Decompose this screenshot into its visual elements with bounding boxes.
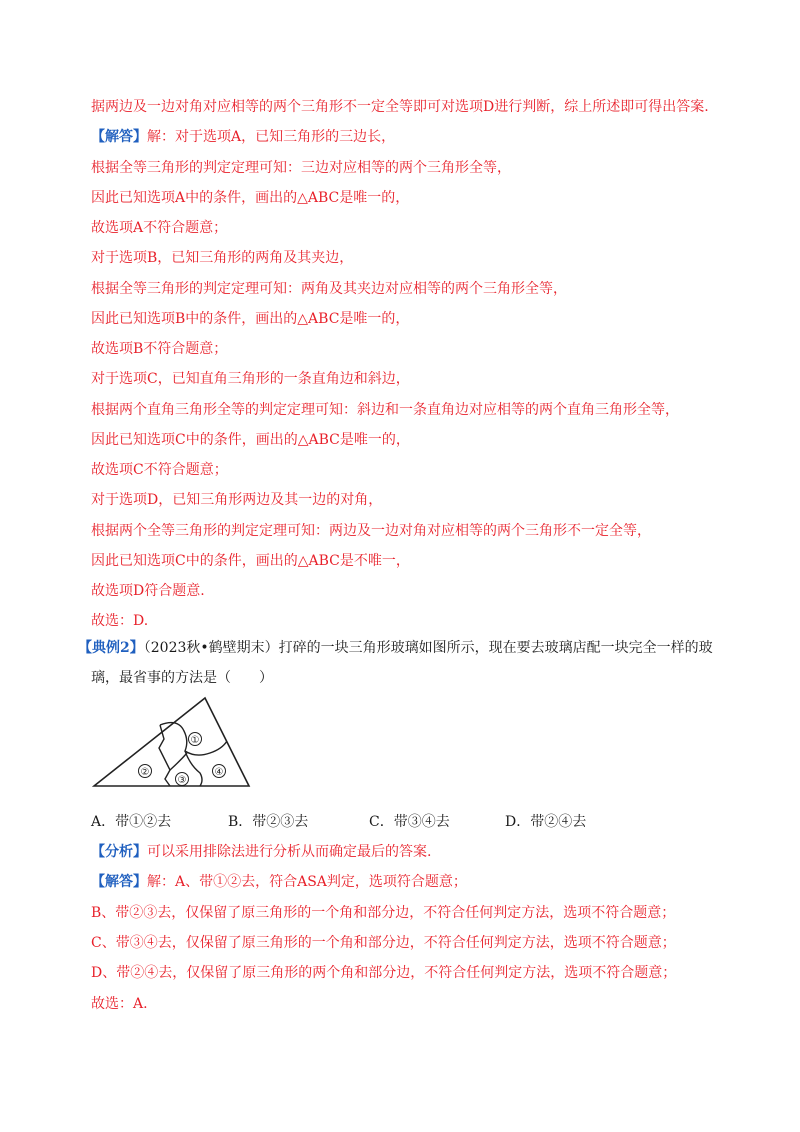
solution-line: 因此已知选项A中的条件，画出的△ABC是唯一的， [91, 190, 410, 206]
option-a: A．带①②去 [91, 814, 172, 830]
option-b: B．带②③去 [228, 814, 309, 830]
solution-line: 根据两个全等三角形的判定定理可知：两边及一边对角对应相等的两个三角形不一定全等， [91, 523, 651, 539]
option-d: D．带②④去 [505, 814, 587, 830]
solution-line: 对于选项C，已知直角三角形的一条直角边和斜边， [91, 371, 410, 387]
answer-text: 解：A、带①②去，符合ASA判定，选项符合题意； [147, 874, 467, 890]
solution-line: 因此已知选项B中的条件，画出的△ABC是唯一的， [91, 311, 410, 327]
piece-3-label: ③ [177, 775, 187, 786]
solution-line: 因此已知选项C中的条件，画出的△ABC是唯一的， [91, 432, 410, 448]
example-2-question-cont: 璃，最省事的方法是（ ） [91, 670, 273, 686]
answer-line: C、带③④去，仅保留了原三角形的一个角和部分边，不符合任何判定方法，选项不符合题意； [91, 935, 676, 951]
piece-4-label: ④ [214, 767, 224, 778]
solution-line: 据两边及一边对角对应相等的两个三角形不一定全等即可对选项D进行判断，综上所述即可得出答案. [91, 99, 709, 115]
solution-line: 根据全等三角形的判定定理可知：两角及其夹边对应相等的两个三角形全等， [91, 281, 567, 297]
solution-line: 故选项A不符合题意； [91, 220, 228, 236]
piece-2-label: ② [140, 767, 150, 778]
solution-line: 对于选项B，已知三角形的两角及其夹边， [91, 250, 354, 266]
solution-line [91, 127, 395, 147]
solution-line: 故选项B不符合题意； [91, 341, 228, 357]
solution-line: 故选：D. [91, 613, 149, 629]
solution-line: 根据两个直角三角形全等的判定定理可知：斜边和一条直角边对应相等的两个直角三角形全等， [91, 402, 679, 418]
solution-text: 解：对于选项A，已知三角形的三边长， [147, 129, 396, 145]
solution-line: 因此已知选项C中的条件，画出的△ABC是不唯一， [91, 553, 410, 569]
option-c: C．带③④去 [369, 814, 450, 830]
example-source: （2023秋•鹤壁期末） [143, 640, 279, 656]
solution-line: 故选项C不符合题意； [91, 462, 228, 478]
example-tag: 【典例2】 [78, 640, 144, 656]
answer-line: D、带②④去，仅保留了原三角形的两个角和部分边，不符合任何判定方法，选项不符合题意； [91, 965, 677, 981]
analysis-line [91, 842, 431, 862]
piece-1-label: ① [190, 735, 200, 746]
answer-line: 故选：A. [91, 996, 148, 1012]
answer-tag: 【解答】 [91, 129, 147, 145]
analysis-text: 可以采用排除法进行分析从而确定最后的答案. [147, 844, 432, 860]
solution-line: 故选项D符合题意. [91, 583, 205, 599]
solution-line: 根据全等三角形的判定定理可知：三边对应相等的两个三角形全等， [91, 160, 511, 176]
example-2-question [78, 638, 713, 658]
broken-glass-figure [92, 693, 252, 791]
solution-line: 对于选项D，已知三角形两边及其一边的对角， [91, 492, 383, 508]
answer-tag: 【解答】 [91, 874, 147, 890]
answer-line: B、带②③去，仅保留了原三角形的一个角和部分边，不符合任何判定方法，选项不符合题意； [91, 905, 676, 921]
analysis-tag: 【分析】 [91, 844, 147, 860]
question-text: 打碎的一块三角形玻璃如图所示，现在要去玻璃店配一块完全一样的玻 [278, 640, 713, 656]
answer-line [91, 872, 467, 892]
